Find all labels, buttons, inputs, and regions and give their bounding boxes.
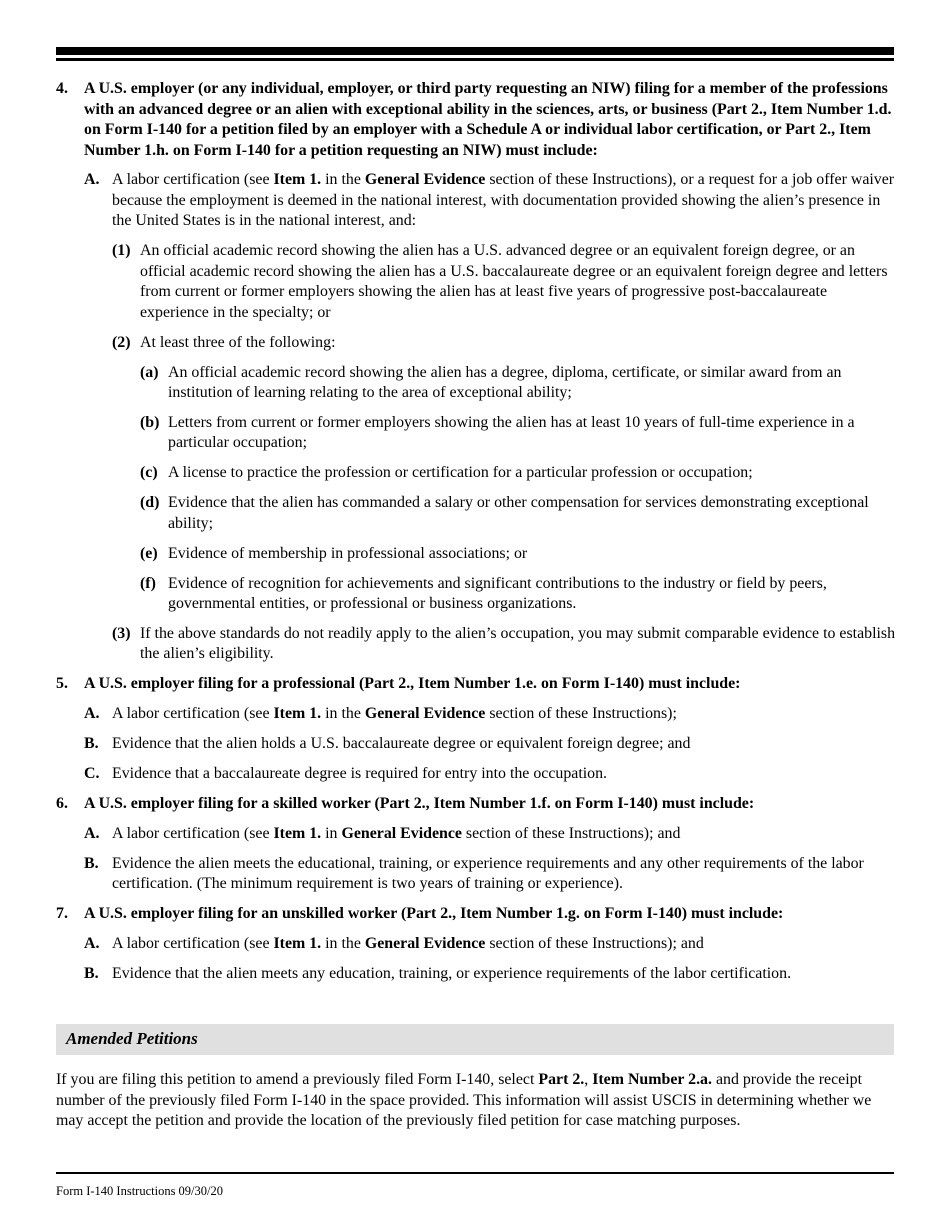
item-4-a-2-d xyxy=(56,493,896,534)
item-heading: A U.S. employer filing for a professional (Part 2., Item Number 1.e. on Form I-140) must include: xyxy=(84,675,741,693)
item-6-a xyxy=(56,824,896,845)
sub-text: A labor certification (see Item 1. in the General Evidence section of these Instructions); xyxy=(112,705,677,723)
sub-label: (f) xyxy=(140,574,156,592)
item-4-a-1 xyxy=(56,241,896,323)
sub-text: At least three of the following: xyxy=(140,333,336,351)
item-7-b xyxy=(56,964,896,985)
sub-label: (e) xyxy=(140,544,158,562)
top-rule-thick xyxy=(56,47,894,55)
sub-text: Evidence that a baccalaureate degree is required for entry into the occupation. xyxy=(112,764,608,782)
item-4-a-2-a xyxy=(56,363,896,404)
sub-text: A labor certification (see Item 1. in General Evidence section of these Instructions); and xyxy=(112,824,681,842)
item-5-a xyxy=(56,704,896,725)
sub-text: If the above standards do not readily apply to the alien’s occupation, you may submit comparable evidence to establish the alien’s eligibility. xyxy=(140,624,896,663)
item-heading: A U.S. employer (or any individual, employer, or third party requesting an NIW) filing for a member of the professions with an advanced degree or an alien with exceptional ability in the sciences, arts, or business (Part 2., Item Number 1.d. on Form I-140 for a petition filed by an employer with a Schedule A or individual labor certification, or Part 2., Item Number 1.h. on Form I-140 for a petition requesting an NIW) must include: xyxy=(84,80,892,159)
sub-text: Evidence that the alien has commanded a salary or other compensation for services demonstrating exceptional ability; xyxy=(168,494,869,532)
sub-text: Evidence of recognition for achievements and significant contributions to the industry or field by peers, governmental entities, or professional or business organizations. xyxy=(168,574,827,613)
sub-label: (3) xyxy=(112,624,131,642)
item-4-a-2-b xyxy=(56,413,896,454)
sub-label: B. xyxy=(84,735,99,753)
item-7-a xyxy=(56,934,896,955)
item-heading: A U.S. employer filing for a skilled worker (Part 2., Item Number 1.f. on Form I-140) must include: xyxy=(84,794,755,812)
item-number: 6. xyxy=(56,794,68,812)
sub-label: (c) xyxy=(140,464,158,482)
sub-text: Evidence the alien meets the educational, training, or experience requirements and any other requirements of the labor certification. (The minimum requirement is two years of training or experience). xyxy=(112,854,864,893)
section-header-amended-petitions xyxy=(56,1024,894,1055)
sub-text: Evidence of membership in professional associations; or xyxy=(168,544,528,562)
item-number: 5. xyxy=(56,675,68,693)
item-4-a-2-f xyxy=(56,574,896,615)
item-4-a xyxy=(56,170,896,232)
item-4-a-2-c xyxy=(56,463,896,484)
sub-label: A. xyxy=(84,934,100,952)
item-number: 4. xyxy=(56,80,68,97)
item-4-a-3 xyxy=(56,624,896,665)
item-4-a-2 xyxy=(56,333,896,354)
item-6 xyxy=(56,794,896,815)
sub-label: A. xyxy=(84,824,100,842)
top-rule-thin xyxy=(56,58,894,61)
instructions-body xyxy=(56,79,896,994)
sub-text: An official academic record showing the alien has a degree, diploma, certificate, or similar award from an institution of learning relating to the area of exceptional ability; xyxy=(168,363,842,402)
footer-form-id: Form I-140 Instructions 09/30/20 xyxy=(56,1184,224,1198)
item-heading: A U.S. employer filing for an unskilled worker (Part 2., Item Number 1.g. on Form I-140) must include: xyxy=(84,905,784,923)
sub-label: (d) xyxy=(140,494,160,512)
sub-label: (1) xyxy=(112,242,131,260)
sub-text: A labor certification (see Item 1. in the General Evidence section of these Instructions); and xyxy=(112,934,704,952)
sub-text: Evidence that the alien meets any education, training, or experience requirements of the labor certification. xyxy=(112,964,792,982)
item-number: 7. xyxy=(56,905,68,923)
sub-label: B. xyxy=(84,854,99,872)
sub-label: A. xyxy=(84,705,100,723)
item-7 xyxy=(56,904,896,925)
sub-text: A license to practice the profession or certification for a particular profession or occupation; xyxy=(168,464,753,482)
item-4 xyxy=(56,79,896,161)
sub-label: (a) xyxy=(140,363,159,381)
sub-text: Letters from current or former employers showing the alien has at least 10 years of full-time experience in a particular occupation; xyxy=(168,413,855,452)
sub-label: (b) xyxy=(140,413,160,431)
item-6-b xyxy=(56,854,896,895)
section-title: Amended Petitions xyxy=(66,1029,198,1048)
item-4-a-2-e xyxy=(56,544,896,565)
sub-text: Evidence that the alien holds a U.S. baccalaureate degree or equivalent foreign degree; and xyxy=(112,735,691,753)
footer-rule xyxy=(56,1172,894,1174)
item-5 xyxy=(56,674,896,695)
sub-label: B. xyxy=(84,964,99,982)
amended-petitions-paragraph: If you are filing this petition to amend a previously filed Form I-140, select Part 2., Item Number 2.a. and provide the receipt number of the previously filed Form I-140 in the space provided. This information will assist USCIS in determining whether we may accept the petition and provide the location of the previously filed petition for case matching purposes. xyxy=(56,1071,872,1129)
item-5-b xyxy=(56,734,896,755)
sub-text: A labor certification (see Item 1. in the General Evidence section of these Instructions), or a request for a job offer waiver because the employment is deemed in the national interest, with documentation provided showing the alien’s presence in the United States is in the national interest, and: xyxy=(112,171,895,230)
sub-label: A. xyxy=(84,171,100,189)
item-5-c xyxy=(56,764,896,785)
sub-text: An official academic record showing the alien has a U.S. advanced degree or an equivalent foreign degree, or an official academic record showing the alien has a U.S. baccalaureate degree or an equivalent foreign degree and letters from current or former employers showing the alien has at least five years of progressive post-baccalaureate experience in the specialty; or xyxy=(140,242,888,321)
sub-label: C. xyxy=(84,764,100,782)
sub-label: (2) xyxy=(112,333,131,351)
